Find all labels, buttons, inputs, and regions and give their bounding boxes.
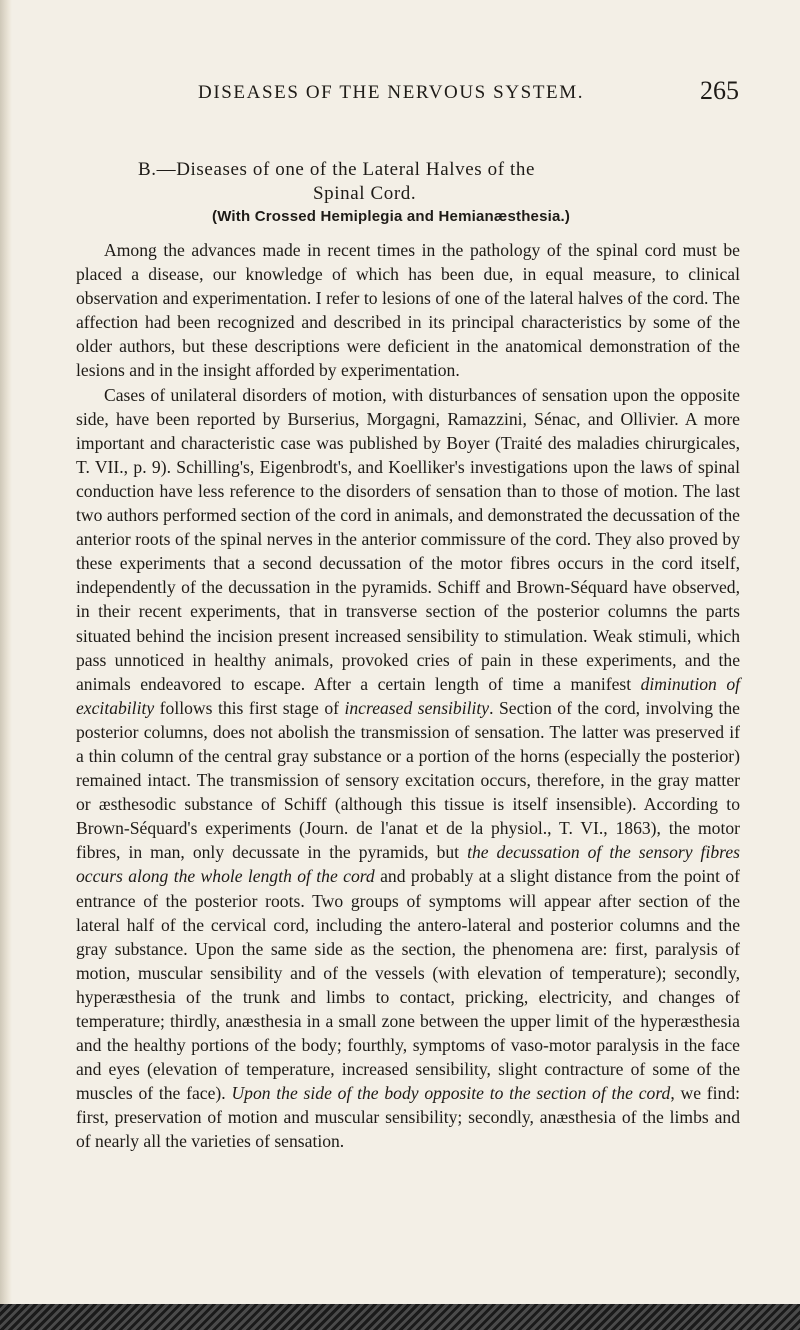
- paragraph-2: [76, 383, 740, 1154]
- text-run: , we find: first, preservation of motion and muscular sensibility; secondly, anæsthesia of the limbs and of nearly all the varieties of sensation.: [76, 1083, 740, 1152]
- italic-run: increased sensibility: [344, 697, 490, 718]
- body-text: [76, 238, 740, 1154]
- italic-run: Upon the side of the body opposite to the section of the cord: [231, 1083, 671, 1104]
- section-heading: [138, 158, 698, 206]
- page-number: 265: [700, 76, 739, 105]
- section-heading-line-2: Spinal Cord.: [313, 183, 417, 204]
- text-run: follows this first stage of: [154, 697, 345, 718]
- text-run: Cases of unilateral disorders of motion, with disturbances of sensation upon the opposite side, have been reported by Burserius, Morgagni, Ramazzini, Sénac, and Ollivier. A more important and characteristic case was published by Boyer (Traité des maladies chirurgicales, T. VII., p. 9). Schilling's, Eigenbrodt's, and Koelliker's investigations upon the laws of spinal conduction have less reference to the disorders of sensation than to those of motion. The last two authors performed section of the cord in animals, and demonstrated the decussation of the anterior roots of the spinal nerves in the anterior commissure of the cord. They also proved by these experiments that a second decussation of the motor fibres occurs in the cord itself, independently of the decussation in the pyramids. Schiff and Brown-Séquard have observed, in their recent experiments, that in transverse section of the posterior columns the parts situated behind the incision present increased sensibility to stimulation. Weak stimuli, which pass unnoticed in healthy animals, provoked cries of pain in these experiments, and the animals endeavored to escape. After a certain length of time a manifest: [76, 384, 740, 694]
- text-run: Among the advances made in recent times in the pathology of the spinal cord must be placed a disease, our knowledge of which has been due, in equal measure, to clinical observation and experimentation. I refer to lesions of one of the lateral halves of the cord. The affection had been recognized and described in its principal characteristics by some of the older authors, but these descriptions were deficient in the anatomical demonstration of the lesions and in the insight afforded by experimentation.: [76, 240, 740, 381]
- scan-bottom-edge: [0, 1304, 800, 1330]
- section-heading-line-1: B.—Diseases of one of the Lateral Halves of the: [138, 159, 535, 180]
- italic-run: diminution of excitability: [76, 673, 740, 718]
- running-head: [0, 76, 800, 112]
- italic-run: the decussation of the sensory fibres occurs along the whole length of the cord: [76, 842, 740, 887]
- text-run: and probably at a slight distance from the point of entrance of the posterior roots. Two groups of symptoms will appear after section of the lateral half of the cervical cord, including the antero-lateral and posterior columns and the gray substance. Upon the same side as the section, the phenomena are: first, paralysis of motion, muscular sensibility and of the vessels (with elevation of temperature); secondly, hyperæsthesia of the trunk and limbs to contact, pricking, electricity, and changes of temperature; thirdly, anæsthesia in a small zone between the upper limit of the hyperæsthesia and the healthy portions of the body; fourthly, symptoms of vaso-motor paralysis in the face and eyes (elevation of temperature, increased sensibility, slight contracture of some of the muscles of the face).: [76, 866, 740, 1104]
- section-subheading: (With Crossed Hemiplegia and Hemianæsthesia.): [212, 208, 571, 225]
- text-run: . Section of the cord, involving the posterior columns, does not abolish the transmission of sensation. The latter was preserved if a thin column of the central gray substance or a portion of the horns (especially the posterior) remained intact. The transmission of sensory excitation occurs, therefore, in the gray matter or æsthesodic substance of Schiff (although this tissue is itself insensible). According to Brown-Séquard's experiments (Journ. de l'anat et de la physiol., T. VI., 1863), the motor fibres, in man, only decussate in the pyramids, but: [76, 697, 740, 863]
- paragraph-1: [76, 238, 740, 383]
- running-head-title: DISEASES OF THE NERVOUS SYSTEM.: [198, 82, 585, 103]
- page-gutter-shadow: [0, 0, 12, 1330]
